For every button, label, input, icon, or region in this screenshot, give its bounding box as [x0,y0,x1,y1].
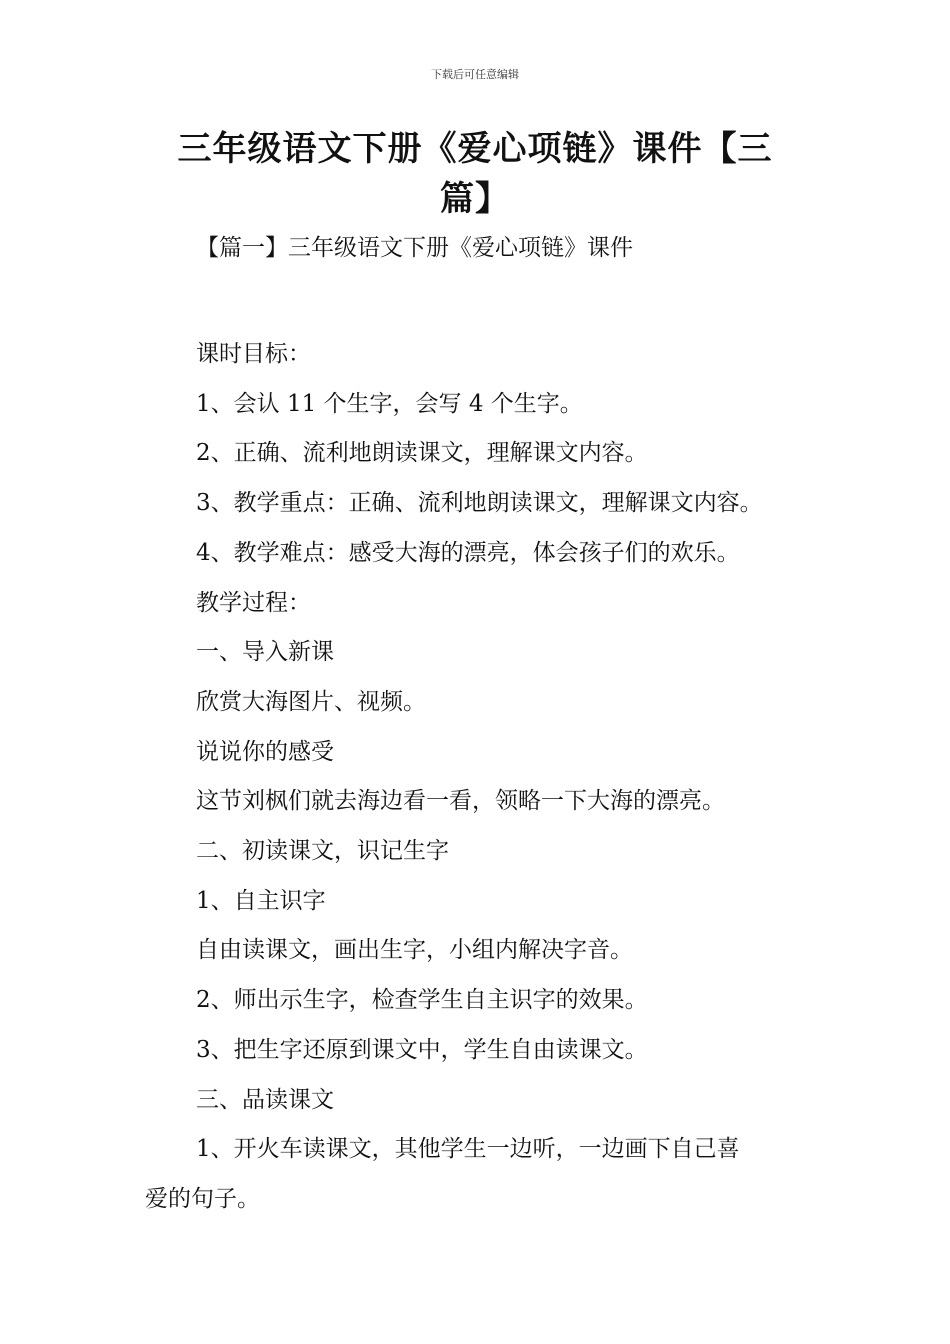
paragraph-line: 课时目标： [196,341,311,367]
paragraph-line: 4、教学难点：感受大海的漂亮，体会孩子们的欢乐。 [196,539,740,566]
paragraph-line: 1、开火车读课文，其他学生一边听，一边画下自己喜 [196,1136,740,1163]
paragraph-line: 二、初读课文，识记生字 [196,838,449,865]
header-note: 下载后可任意编辑 [431,68,519,81]
title-line-2: 篇】 [440,179,510,219]
paragraph-line: 2、师出示生字，检查学生自主识字的效果。 [196,987,648,1014]
paragraph-line: 欣赏大海图片、视频。 [196,688,426,715]
paragraph-line: 3、教学重点：正确、流利地朗读课文，理解课文内容。 [196,490,763,517]
paragraph-line: 这节刘枫们就去海边看一看，领略一下大海的漂亮。 [196,788,725,815]
paragraph-line: 三、品读课文 [196,1086,334,1113]
body-text [145,330,815,1225]
paragraph-line: 1、会认 11 个生字，会写 4 个生字。 [196,390,583,417]
paragraph-line: 3、把生字还原到课文中，学生自由读课文。 [196,1036,648,1063]
paragraph-line: 教学过程： [196,589,311,616]
paragraph-continuation: 爱的句子。 [145,1185,260,1212]
paragraph-line: 自由读课文，画出生字，小组内解决字音。 [196,937,633,964]
paragraph-line: 一、导入新课 [196,639,334,666]
title-line-1: 三年级语文下册《爱心项链》课件【三 [177,129,773,169]
paragraph-line: 2、正确、流利地朗读课文，理解课文内容。 [196,440,648,467]
paragraph-line: 1、自主识字 [196,887,326,914]
document-title [150,124,800,224]
paragraph-line: 说说你的感受 [196,738,334,765]
section-heading: 【篇一】三年级语文下册《爱心项链》课件 [196,235,633,261]
